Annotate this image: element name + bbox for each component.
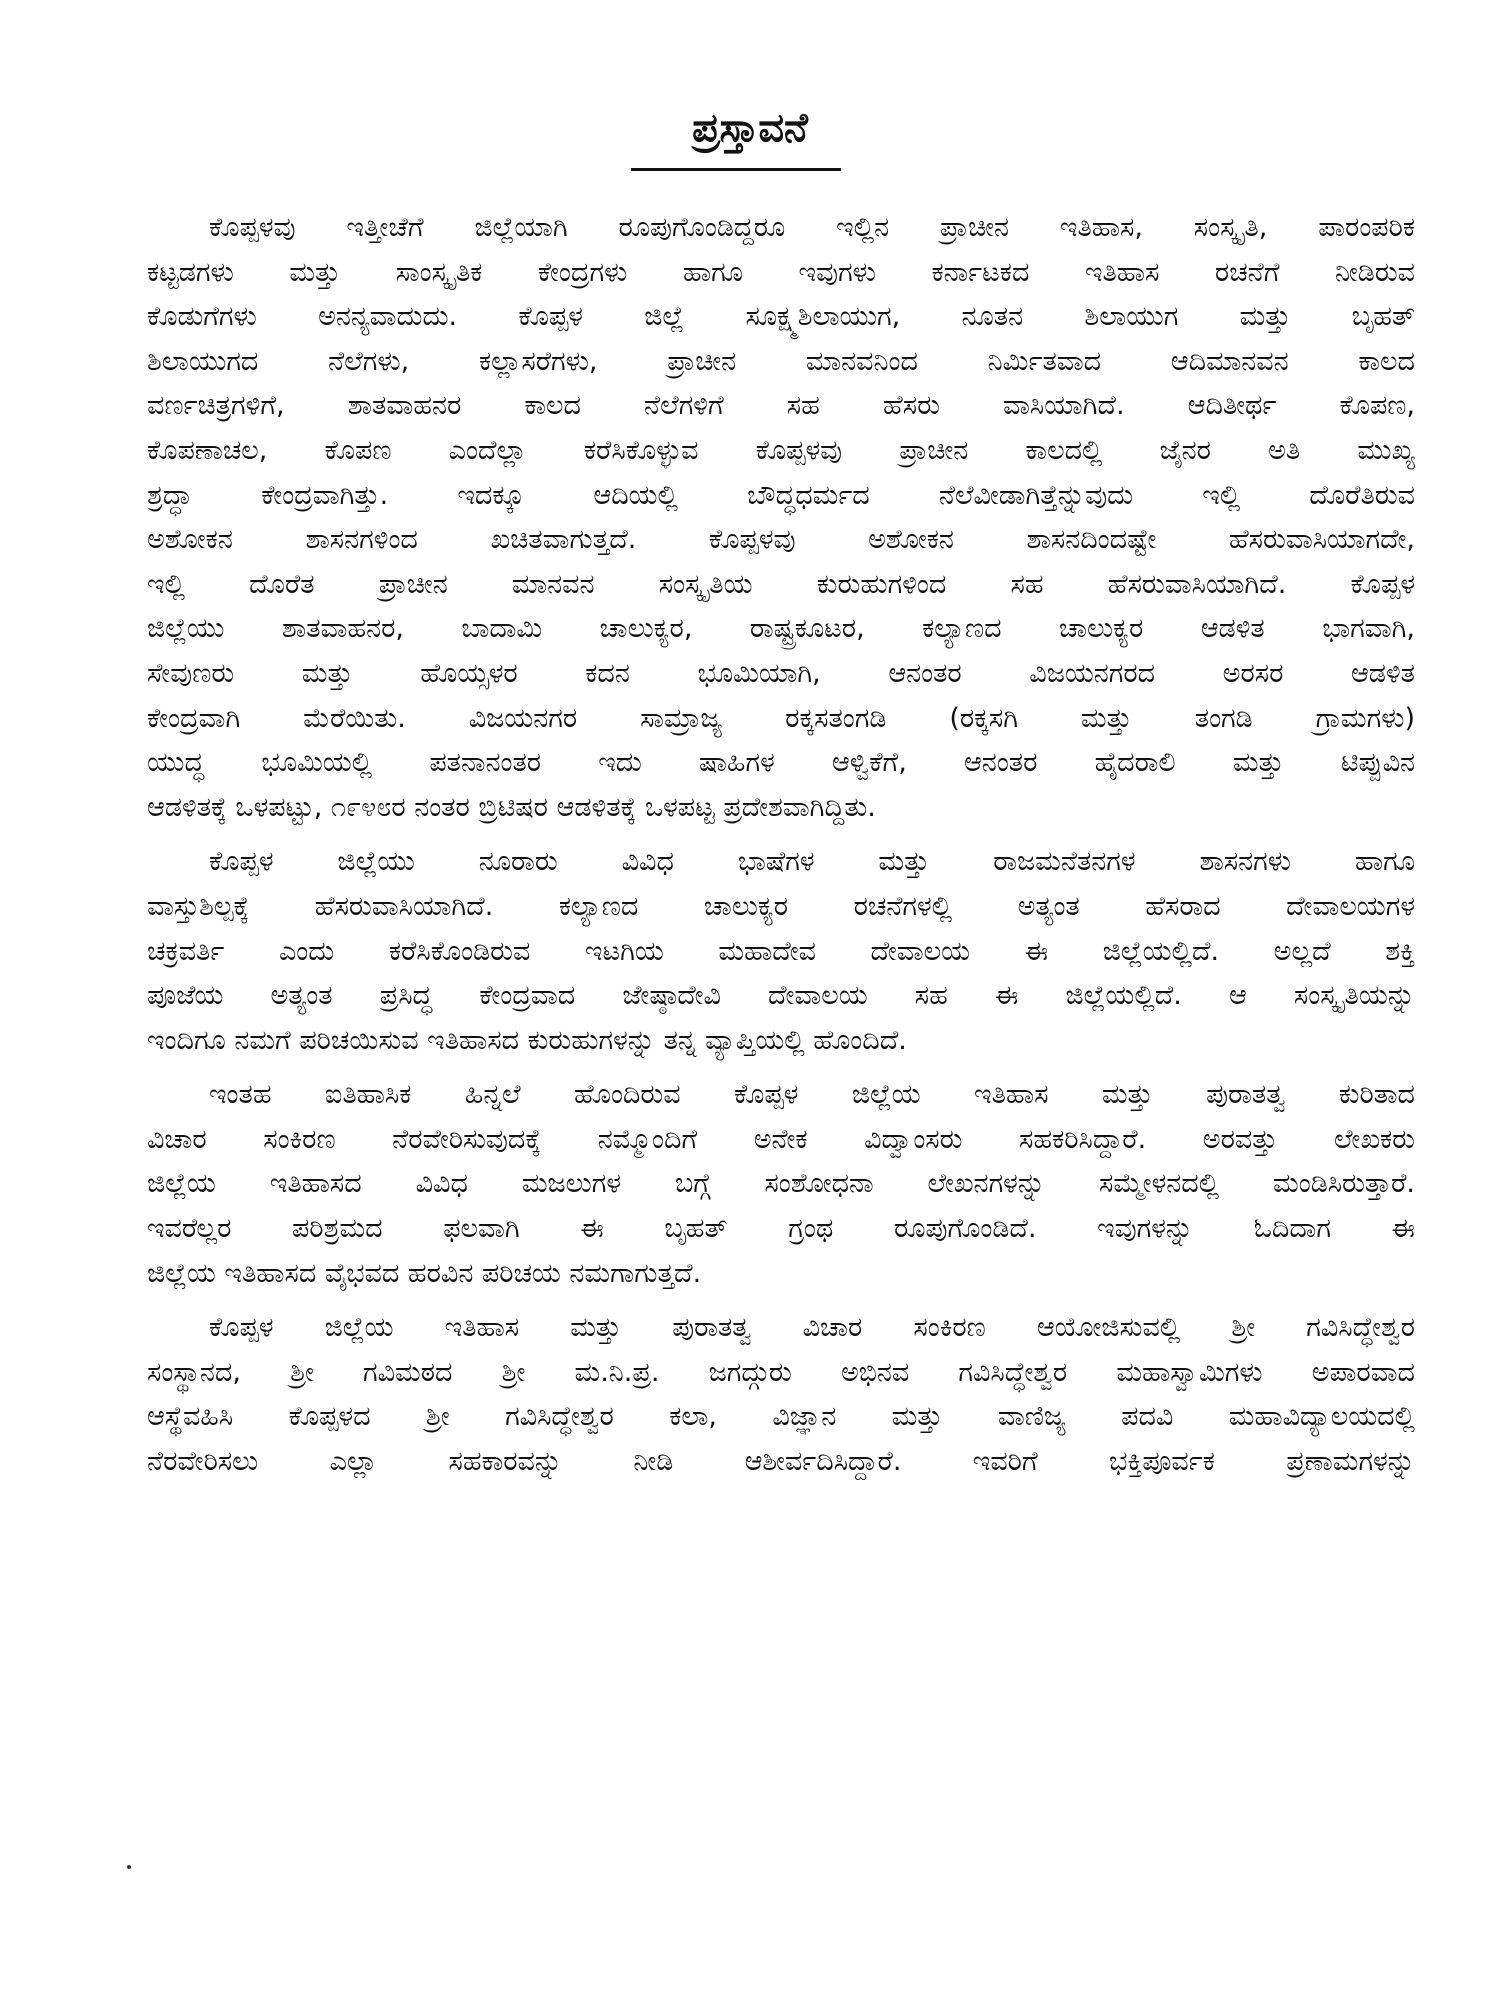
page-title: ಪ್ರಸ್ತಾವನೆ xyxy=(692,105,808,151)
paragraph-3 xyxy=(147,1073,1415,1296)
text-line: ಶ್ರದ್ಧಾ ಕೇಂದ್ರವಾಗಿತ್ತು. ಇದಕ್ಕೂ ಆದಿಯಲ್ಲಿ ಬೌದ್ಧಧರ್ಮದ ನೆಲೆವೀಡಾಗಿತ್ತೆನ್ನುವುದು ಇಲ್ಲಿ ದೊರೆತಿರುವ xyxy=(147,479,1415,511)
text-line: ಕೊಪ್ಪಳವು ಇತ್ತೀಚೆಗೆ ಜಿಲ್ಲೆಯಾಗಿ ರೂಪುಗೊಂಡಿದ್ದರೂ ಇಲ್ಲಿನ ಪ್ರಾಚೀನ ಇತಿಹಾಸ, ಸಂಸ್ಕೃತಿ, ಪಾರಂಪರಿಕ xyxy=(209,212,1415,243)
paragraph-4 xyxy=(147,1306,1415,1484)
text-line: ನೆರವೇರಿಸಲು ಎಲ್ಲಾ ಸಹಕಾರವನ್ನು ನೀಡಿ ಆಶೀರ್ವದಿಸಿದ್ದಾರೆ. ಇವರಿಗೆ ಭಕ್ತಿಪೂರ್ವಕ ಪ್ರಣಾಮಗಳನ್ನು xyxy=(147,1446,1415,1478)
text-line: ವರ್ಣಚಿತ್ರಗಳಿಗೆ, ಶಾತವಾಹನರ ಕಾಲದ ನೆಲೆಗಳಿಗೆ ಸಹ ಹೆಸರು ವಾಸಿಯಾಗಿದೆ. ಆದಿತೀರ್ಥ ಕೊಪಣ, xyxy=(147,390,1415,422)
scan-speck xyxy=(127,1865,131,1869)
body-text xyxy=(147,206,1415,1495)
text-line: ಇವರೆಲ್ಲರ ಪರಿಶ್ರಮದ ಫಲವಾಗಿ ಈ ಬೃಹತ್ ಗ್ರಂಥ ರೂಪುಗೊಂಡಿದೆ. ಇವುಗಳನ್ನು ಓದಿದಾಗ ಈ xyxy=(147,1213,1415,1245)
text-line: ವಿಚಾರ ಸಂಕಿರಣ ನೆರವೇರಿಸುವುದಕ್ಕೆ ನಮ್ಮೊಂದಿಗೆ ಅನೇಕ ವಿದ್ವಾಂಸರು ಸಹಕರಿಸಿದ್ದಾರೆ. ಅರವತ್ತು ಲೇಖಕರು xyxy=(147,1123,1415,1155)
text-line: ಕೊಪಣಾಚಲ, ಕೊಪಣ ಎಂದೆಲ್ಲಾ ಕರೆಸಿಕೊಳ್ಳುವ ಕೊಪ್ಪಳವು ಪ್ರಾಚೀನ ಕಾಲದಲ್ಲಿ ಜೈನರ ಅತಿ ಮುಖ್ಯ xyxy=(147,434,1415,466)
text-line: ಇಂದಿಗೂ ನಮಗೆ ಪರಿಚಯಿಸುವ ಇತಿಹಾಸದ ಕುರುಹುಗಳನ್ನು ತನ್ನ ವ್ಯಾಪ್ತಿಯಲ್ಲಿ ಹೊಂದಿದೆ. xyxy=(147,1024,907,1056)
text-line: ಸಂಸ್ಥಾನದ, ಶ್ರೀ ಗವಿಮಠದ ಶ್ರೀ ಮ.ನಿ.ಪ್ರ. ಜಗದ್ಗುರು ಅಭಿನವ ಗವಿಸಿದ್ಧೇಶ್ವರ ಮಹಾಸ್ವಾಮಿಗಳು ಅಪಾರವಾದ xyxy=(147,1356,1415,1388)
text-line: ಜಿಲ್ಲೆಯು ಶಾತವಾಹನರ, ಬಾದಾಮಿ ಚಾಲುಕ್ಯರ, ರಾಷ್ಟ್ರಕೂಟರ, ಕಲ್ಯಾಣದ ಚಾಲುಕ್ಯರ ಆಡಳಿತ ಭಾಗವಾಗಿ, xyxy=(147,613,1415,645)
text-line: ಆಸ್ಥೆವಹಿಸಿ ಕೊಪ್ಪಳದ ಶ್ರೀ ಗವಿಸಿದ್ಧೇಶ್ವರ ಕಲಾ, ವಿಜ್ಞಾನ ಮತ್ತು ವಾಣಿಜ್ಯ ಪದವಿ ಮಹಾವಿದ್ಯಾಲಯದಲ್ಲಿ xyxy=(147,1401,1415,1433)
text-line: ಕೊಡುಗೆಗಳು ಅನನ್ಯವಾದುದು. ಕೊಪ್ಪಳ ಜಿಲ್ಲೆ ಸೂಕ್ಷ್ಮಶಿಲಾಯುಗ, ನೂತನ ಶಿಲಾಯುಗ ಮತ್ತು ಬೃಹತ್ xyxy=(147,301,1415,333)
text-line: ಇಂತಹ ಐತಿಹಾಸಿಕ ಹಿನ್ನಲೆ ಹೊಂದಿರುವ ಕೊಪ್ಪಳ ಜಿಲ್ಲೆಯ ಇತಿಹಾಸ ಮತ್ತು ಪುರಾತತ್ವ ಕುರಿತಾದ xyxy=(209,1079,1415,1111)
text-line: ಪೂಜೆಯ ಅತ್ಯಂತ ಪ್ರಸಿದ್ಧ ಕೇಂದ್ರವಾದ ಜೇಷ್ಠಾದೇವಿ ದೇವಾಲಯ ಸಹ ಈ ಜಿಲ್ಲೆಯಲ್ಲಿದೆ. ಆ ಸಂಸ್ಕೃತಿಯನ್ನು xyxy=(147,980,1415,1012)
text-line: ಸೇವುಣರು ಮತ್ತು ಹೊಯ್ಸಳರ ಕದನ ಭೂಮಿಯಾಗಿ, ಆನಂತರ ವಿಜಯನಗರದ ಅರಸರ ಆಡಳಿತ xyxy=(147,657,1415,689)
text-line: ಕೊಪ್ಪಳ ಜಿಲ್ಲೆಯು ನೂರಾರು ವಿವಿಧ ಭಾಷೆಗಳ ಮತ್ತು ರಾಜಮನೆತನಗಳ ಶಾಸನಗಳು ಹಾಗೂ xyxy=(209,846,1415,878)
title-underline xyxy=(631,168,841,171)
text-line: ಯುದ್ಧ ಭೂಮಿಯಲ್ಲಿ ಪತನಾನಂತರ ಇದು ಷಾಹಿಗಳ ಆಳ್ವಿಕೆಗೆ, ಆನಂತರ ಹೈದರಾಲಿ ಮತ್ತು ಟಿಪ್ಪುವಿನ xyxy=(147,747,1415,779)
text-line: ಚಕ್ರವರ್ತಿ ಎಂದು ಕರೆಸಿಕೊಂಡಿರುವ ಇಟಗಿಯ ಮಹಾದೇವ ದೇವಾಲಯ ಈ ಜಿಲ್ಲೆಯಲ್ಲಿದೆ. ಅಲ್ಲದೆ ಶಕ್ತಿ xyxy=(147,935,1415,967)
text-line: ಇಲ್ಲಿ ದೊರೆತ ಪ್ರಾಚೀನ ಮಾನವನ ಸಂಸ್ಕೃತಿಯ ಕುರುಹುಗಳಿಂದ ಸಹ ಹೆಸರುವಾಸಿಯಾಗಿದೆ. ಕೊಪ್ಪಳ xyxy=(147,568,1415,600)
text-line: ಕೊಪ್ಪಳ ಜಿಲ್ಲೆಯ ಇತಿಹಾಸ ಮತ್ತು ಪುರಾತತ್ವ ವಿಚಾರ ಸಂಕಿರಣ ಆಯೋಜಿಸುವಲ್ಲಿ ಶ್ರೀ ಗವಿಸಿದ್ಧೇಶ್ವರ xyxy=(209,1312,1415,1344)
text-line: ಅಶೋಕನ ಶಾಸನಗಳಿಂದ ಖಚಿತವಾಗುತ್ತದೆ. ಕೊಪ್ಪಳವು ಅಶೋಕನ ಶಾಸನದಿಂದಷ್ಟೇ ಹೆಸರುವಾಸಿಯಾಗದೇ, xyxy=(147,524,1415,556)
text-line: ಜಿಲ್ಲೆಯ ಇತಿಹಾಸದ ವೈಭವದ ಹರವಿನ ಪರಿಚಯ ನಮಗಾಗುತ್ತದೆ. xyxy=(147,1257,702,1289)
text-line: ಕಟ್ಟಡಗಳು ಮತ್ತು ಸಾಂಸ್ಕೃತಿಕ ಕೇಂದ್ರಗಳು ಹಾಗೂ ಇವುಗಳು ಕರ್ನಾಟಕದ ಇತಿಹಾಸ ರಚನೆಗೆ ನೀಡಿರುವ xyxy=(147,256,1415,288)
paragraph-1 xyxy=(147,206,1415,830)
text-line: ವಾಸ್ತುಶಿಲ್ಪಕ್ಕೆ ಹೆಸರುವಾಸಿಯಾಗಿದೆ. ಕಲ್ಯಾಣದ ಚಾಲುಕ್ಯರ ರಚನೆಗಳಲ್ಲಿ ಅತ್ಯಂತ ಹೆಸರಾದ ದೇವಾಲಯಗಳ xyxy=(147,890,1415,922)
text-line: ಕೇಂದ್ರವಾಗಿ ಮೆರೆಯಿತು. ವಿಜಯನಗರ ಸಾಮ್ರಾಜ್ಯ ರಕ್ಕಸತಂಗಡಿ (ರಕ್ಕಸಗಿ ಮತ್ತು ತಂಗಡಿ ಗ್ರಾಮಗಳು) xyxy=(147,702,1415,734)
text-line: ಆಡಳಿತಕ್ಕೆ ಒಳಪಟ್ಟು, ೧೯೪೮ರ ನಂತರ ಬ್ರಿಟಿಷರ ಆಡಳಿತಕ್ಕೆ ಒಳಪಟ್ಟ ಪ್ರದೇಶವಾಗಿದ್ದಿತು. xyxy=(147,791,876,823)
paragraph-2 xyxy=(147,840,1415,1063)
text-line: ಶಿಲಾಯುಗದ ನೆಲೆಗಳು, ಕಲ್ಲಾಸರೆಗಳು, ಪ್ರಾಚೀನ ಮಾನವನಿಂದ ನಿರ್ಮಿತವಾದ ಆದಿಮಾನವನ ಕಾಲದ xyxy=(147,345,1415,377)
text-line: ಜಿಲ್ಲೆಯ ಇತಿಹಾಸದ ವಿವಿಧ ಮಜಲುಗಳ ಬಗ್ಗೆ ಸಂಶೋಧನಾ ಲೇಖನಗಳನ್ನು ಸಮ್ಮೇಳನದಲ್ಲಿ ಮಂಡಿಸಿರುತ್ತಾರೆ. xyxy=(147,1168,1415,1200)
